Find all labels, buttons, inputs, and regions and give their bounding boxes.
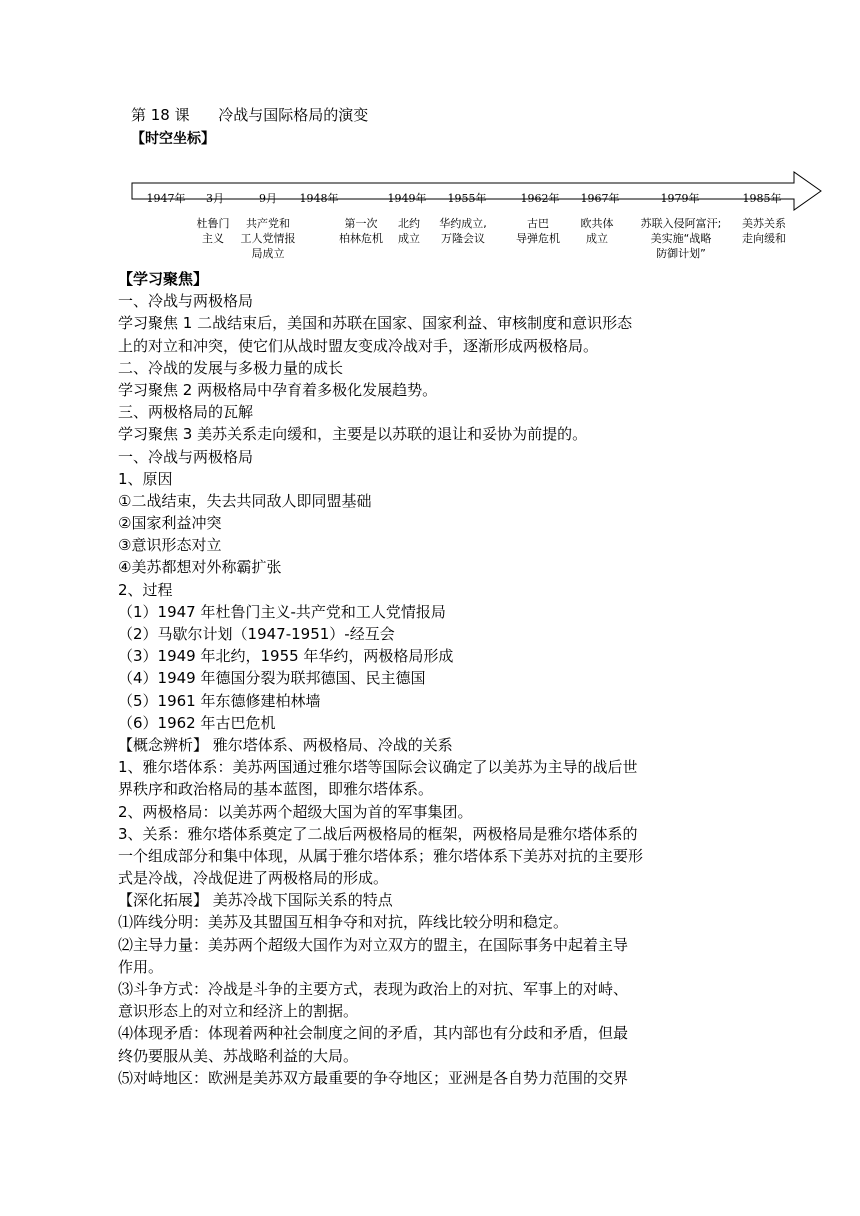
timeline [131, 171, 823, 211]
timeline-event: 欧共体 成立 [580, 217, 614, 245]
text-line: ⑷体现矛盾：体现着两种社会制度之间的矛盾，其内部也有分歧和矛盾，但最 [118, 1024, 629, 1043]
text-line: ⑴阵线分明：美苏及其盟国互相争夺和对抗，阵线比较分明和稳定。 [118, 913, 569, 932]
text-line: （6）1962 年古巴危机 [118, 713, 276, 732]
text-line: （3）1949 年北约，1955 年华约，两极格局形成 [118, 647, 454, 666]
timeline-event: 苏联入侵阿富汗; 美实施“战略 防御计划” [640, 217, 722, 260]
text-line: 上的对立和冲突，使它们从战时盟友变成冷战对手，逐渐形成两极格局。 [118, 336, 599, 355]
text-line: 1、原因 [118, 469, 173, 488]
text-line: 学习聚焦 3 美苏关系走向缓和，主要是以苏联的退让和妥协为前提的。 [118, 425, 588, 444]
text-line: （4）1949 年德国分裂为联邦德国、民主德国 [118, 669, 426, 688]
timeline-year: 1985年 [742, 192, 782, 205]
text-line: ⑵主导力量：美苏两个超级大国作为对立双方的盟主，在国际事务中起着主导 [118, 935, 629, 954]
timeline-year: 1949年 [387, 192, 427, 205]
text-line: 学习聚焦 2 两极格局中孕育着多极化发展趋势。 [118, 380, 438, 399]
text-line: 3、关系：雅尔塔体系奠定了二战后两极格局的框架，两极格局是雅尔塔体系的 [118, 824, 638, 843]
text-line: ②国家利益冲突 [118, 514, 222, 533]
timeline-event: 北约 成立 [398, 217, 420, 245]
lesson-title: 第 18 课 冷战与国际格局的演变 [131, 106, 369, 124]
text-line: ⑶斗争方式：冷战是斗争的主要方式，表现为政治上的对抗、军事上的对峙、 [118, 980, 629, 998]
timeline-event: 美苏关系 走向缓和 [742, 217, 786, 245]
text-line: 作用。 [118, 957, 164, 976]
text-line: （2）马歇尔计划（1947-1951）-经互会 [118, 625, 395, 643]
text-line: ①二战结束，失去共同敌人即同盟基础 [118, 491, 372, 510]
timeline-year: 9月 [259, 192, 277, 205]
timeline-year: 1948年 [299, 192, 339, 205]
timeline-event: 共产党和 工人党情报 局成立 [240, 217, 296, 260]
text-line: 2、过程 [118, 580, 173, 599]
text-line: 一个组成部分和集中体现，从属于雅尔塔体系；雅尔塔体系下美苏对抗的主要形 [118, 846, 644, 865]
section-heading: 【学习聚焦】 [118, 270, 209, 288]
text-line: 一、冷战与两极格局 [118, 292, 254, 311]
timeline-event: 华约成立, 万隆会议 [439, 217, 487, 245]
text-line: 三、两极格局的瓦解 [118, 403, 254, 422]
extension-heading: 【深化拓展】 美苏冷战下国际关系的特点 [118, 891, 393, 910]
text-line: 二、冷战的发展与多极力量的成长 [118, 358, 344, 377]
timeline-event: 杜鲁门 主义 [196, 217, 230, 245]
text-line: （5）1961 年东德修建柏林墙 [118, 691, 321, 710]
timeline-year: 3月 [206, 192, 224, 205]
text-line: ③意识形态对立 [118, 536, 222, 555]
text-line: 式是冷战，冷战促进了两极格局的形成。 [118, 869, 389, 888]
section-tag-timeline: 【时空坐标】 [131, 131, 215, 147]
text-line: 界秩序和政治格局的基本蓝图，即雅尔塔体系。 [118, 780, 434, 799]
text-line: （1）1947 年杜鲁门主义-共产党和工人党情报局 [118, 602, 446, 621]
timeline-year: 1967年 [580, 192, 620, 205]
concept-heading: 【概念辨析】 雅尔塔体系、两极格局、冷战的关系 [118, 735, 453, 754]
text-line: ④美苏都想对外称霸扩张 [118, 558, 282, 577]
text-line: 一、冷战与两极格局 [118, 447, 254, 466]
text-line: 1、雅尔塔体系：美苏两国通过雅尔塔等国际会议确定了以美苏为主导的战后世 [118, 758, 638, 777]
text-line: 意识形态上的对立和经济上的割据。 [118, 1002, 359, 1021]
text-line: 终仍要服从美、苏战略利益的大局。 [118, 1046, 359, 1065]
timeline-event: 第一次 柏林危机 [339, 217, 383, 245]
text-line: ⑸对峙地区：欧洲是美苏双方最重要的争夺地区；亚洲是各自势力范围的交界 [118, 1068, 629, 1087]
text-line: 学习聚焦 1 二战结束后，美国和苏联在国家、国家利益、审核制度和意识形态 [118, 314, 633, 333]
body-text [118, 268, 738, 1089]
timeline-year: 1947年 [146, 192, 186, 205]
timeline-year: 1955年 [447, 192, 487, 205]
timeline-event: 古巴 导弹危机 [516, 217, 560, 245]
text-line: 2、两极格局：以美苏两个超级大国为首的军事集团。 [118, 802, 473, 821]
timeline-year: 1962年 [520, 192, 560, 205]
timeline-year: 1979年 [660, 192, 700, 205]
